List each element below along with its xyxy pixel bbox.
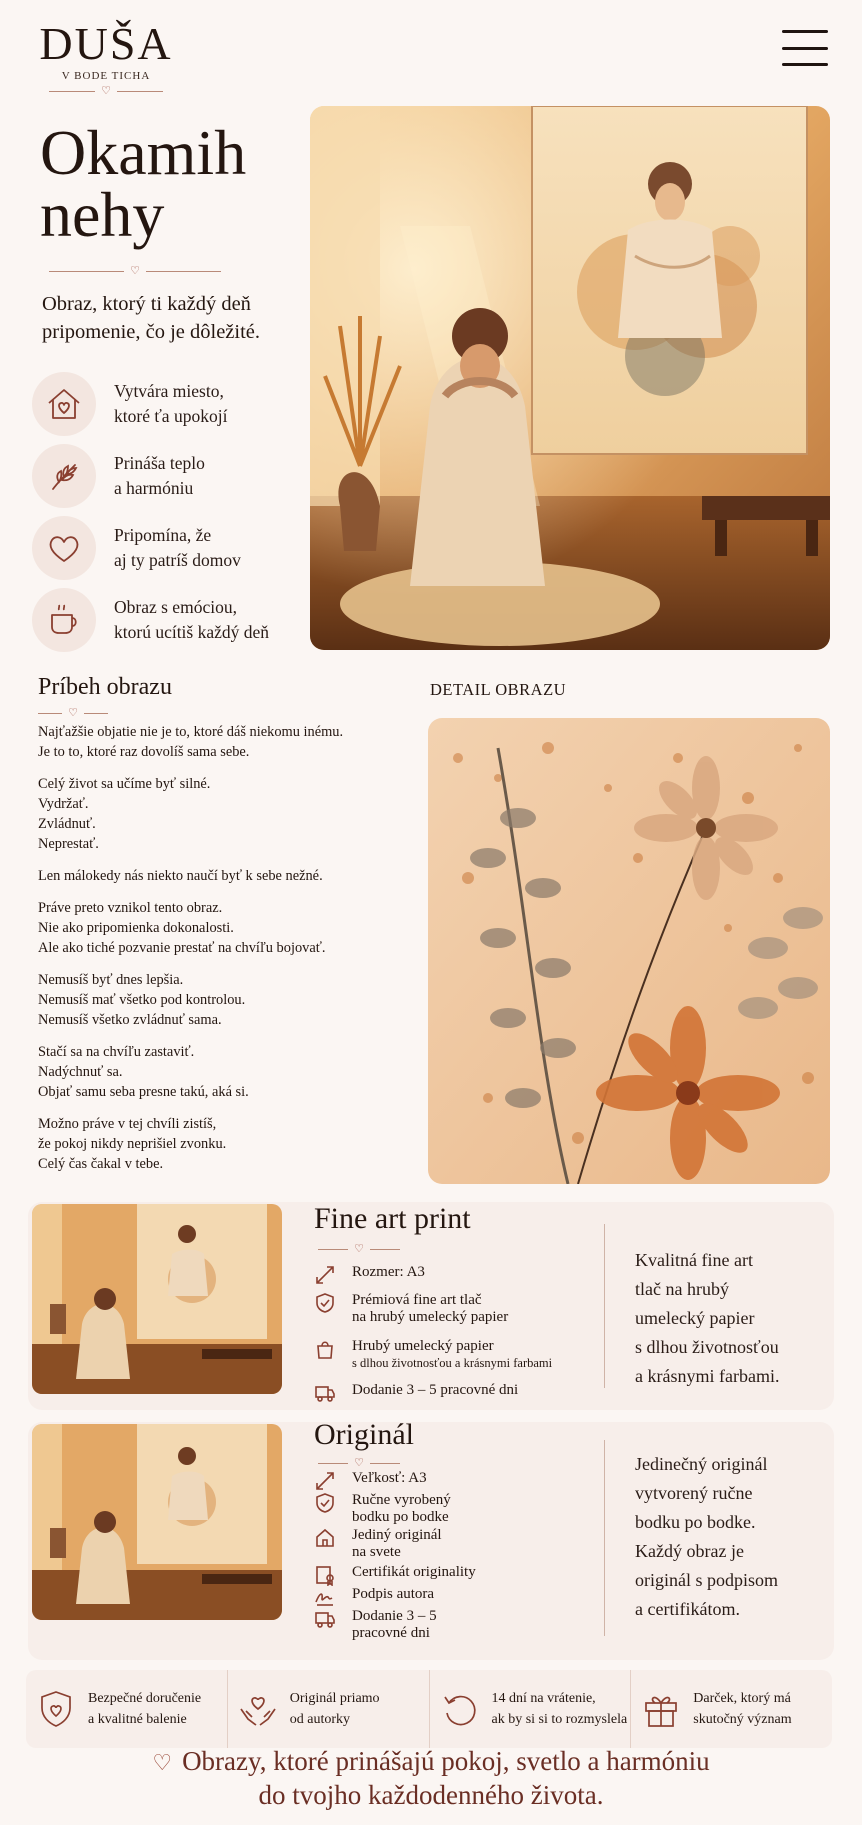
gift-icon [641, 1689, 681, 1729]
feature-item [32, 440, 312, 512]
heart-icon: ♡ [101, 85, 111, 97]
feature-list [32, 368, 312, 656]
shield-check-icon [314, 1492, 336, 1514]
product-ornament [314, 1458, 404, 1469]
spec-small: s dlhou životnosťou a krásnymi farbami [352, 1356, 553, 1370]
menu-bar [782, 63, 828, 66]
product-card-fine-art-print[interactable] [28, 1202, 834, 1410]
resize-icon [314, 1470, 336, 1492]
feature-text: Pripomína, že aj ty patríš domov [114, 525, 241, 570]
hero-subtitle: Obraz, ktorý ti každý deň pripomenie, čo je dôležité. [42, 293, 261, 343]
heart-icon: ♡ [130, 265, 140, 277]
spec-row [314, 1586, 604, 1608]
story-paragraph: Len málokedy nás niekto naučí byť k sebe nežné. [38, 868, 323, 884]
truck-icon [314, 1608, 336, 1630]
spec-text: Prémiová fine art tlač na hrubý umelecký papier [352, 1292, 509, 1325]
product-image [32, 1424, 282, 1620]
spec-row [314, 1292, 604, 1338]
truck-icon [314, 1382, 336, 1404]
product-title: Originál [314, 1418, 414, 1451]
hero-title: Okamih nehy [40, 117, 247, 250]
feature-text: Prináša teplo a harmóniu [114, 453, 205, 498]
heart-icon: ♡ [354, 1243, 364, 1255]
story-paragraph: Celý život sa učíme byť silné. Vydržať. Zvládnuť. Neprestať. [38, 776, 211, 852]
title-ornament [40, 266, 230, 277]
heart-icon: ♡ [354, 1457, 364, 1469]
divider [604, 1224, 605, 1388]
signature-icon [314, 1586, 336, 1608]
hands-heart-icon [238, 1689, 278, 1729]
footer-tagline [0, 1744, 862, 1812]
cup-icon [32, 588, 96, 652]
menu-bar [782, 30, 828, 33]
feature-item [32, 512, 312, 584]
benefit-item [228, 1670, 430, 1748]
benefits-bar [26, 1670, 832, 1748]
spec-text: Podpis autora [352, 1586, 435, 1602]
spec-row [314, 1492, 604, 1527]
product-specs [314, 1470, 604, 1644]
leaf-icon [32, 444, 96, 508]
product-title: Fine art print [314, 1202, 471, 1235]
story-text [38, 722, 408, 1186]
spec-row [314, 1608, 604, 1644]
product-specs [314, 1264, 604, 1408]
spec-row [314, 1338, 604, 1382]
spec-text: Dodanie 3 – 5 pracovné dni [352, 1382, 519, 1398]
product-image [32, 1204, 282, 1394]
detail-title: DETAIL OBRAZU [430, 680, 567, 699]
story-title: Príbeh obrazu [38, 674, 172, 700]
painting-detail-image [428, 718, 830, 1184]
heart-icon: ♡ [152, 1750, 173, 1775]
logo-ornament [36, 86, 176, 97]
shield-check-icon [314, 1292, 336, 1314]
resize-icon [314, 1264, 336, 1286]
divider [604, 1440, 605, 1636]
story-paragraph: Najťažšie objatie nie je to, ktoré dáš niekomu inému. Je to to, ktoré raz dovolíš sama sebe. [38, 724, 344, 760]
spec-row [314, 1527, 604, 1564]
spec-row [314, 1564, 604, 1586]
product-ornament [314, 1244, 404, 1255]
spec-text [352, 1338, 552, 1372]
menu-button[interactable] [782, 30, 828, 66]
spec-text: Veľkosť: A3 [352, 1470, 427, 1486]
product-description: Kvalitná fine art tlač na hrubý umelecký papier s dlhou životnosťou a krásnymi farbami. [635, 1250, 780, 1386]
return-icon [440, 1689, 480, 1729]
spec-text: Certifikát originality [352, 1564, 476, 1580]
feature-item [32, 368, 312, 440]
shield-heart-icon [36, 1689, 76, 1729]
house-heart-icon [32, 372, 96, 436]
spec-main: Hrubý umelecký papier [352, 1338, 494, 1354]
spec-row [314, 1264, 604, 1292]
footer-text: Obrazy, ktoré prinášajú pokoj, svetlo a harmóniu do tvojho každodenného života. [182, 1746, 710, 1810]
spec-row [314, 1382, 604, 1408]
benefit-text: Bezpečné doručenie a kvalitné balenie [88, 1691, 202, 1727]
brand-tagline: V BODE TICHA [61, 70, 151, 82]
story-paragraph: Stačí sa na chvíľu zastaviť. Nadýchnuť sa. Objať samu seba presne takú, aká si. [38, 1044, 249, 1100]
feature-text: Vytvára miesto, ktoré ťa upokojí [114, 381, 228, 426]
story-paragraph: Práve preto vznikol tento obraz. Nie ako pripomienka dokonalosti. Ale ako tiché pozvanie prestať na chvíľu bojovať. [38, 900, 326, 956]
product-description: Jedinečný originál vytvorený ručne bodku po bodke. Každý obraz je originál s podpisom a certifikátom. [635, 1454, 778, 1619]
brand-logo[interactable] [36, 18, 176, 97]
heart-icon [32, 516, 96, 580]
spec-text: Ručne vyrobený bodku po bodke [352, 1492, 451, 1525]
benefit-text: Darček, ktorý má skutočný význam [693, 1691, 792, 1727]
spec-text: Rozmer: A3 [352, 1264, 425, 1280]
painting-room-image [310, 106, 830, 650]
benefit-item [26, 1670, 228, 1748]
story-paragraph: Možno práve v tej chvíli zistíš, že pokoj nikdy neprišiel zvonku. Celý čas čakal v tebe. [38, 1116, 227, 1172]
benefit-text: Originál priamo od autorky [289, 1691, 380, 1727]
product-card-original[interactable] [28, 1418, 834, 1660]
feature-item [32, 584, 312, 656]
benefit-text: 14 dní na vrátenie, ak by si si to rozmyslela [491, 1691, 628, 1727]
brand-name: DUŠA [39, 18, 173, 69]
certificate-icon [314, 1564, 336, 1586]
benefit-item [430, 1670, 632, 1748]
benefit-item [631, 1670, 832, 1748]
paper-bag-icon [314, 1338, 336, 1360]
heart-icon: ♡ [68, 707, 78, 719]
spec-text: Jediný originál na svete [352, 1527, 442, 1560]
feature-text: Obraz s emóciou, ktorú ucítiš každý deň [114, 597, 270, 642]
spec-text: Dodanie 3 – 5 pracovné dni [352, 1608, 437, 1641]
story-ornament [36, 708, 110, 719]
home-icon [314, 1527, 336, 1549]
story-paragraph: Nemusíš byť dnes lepšia. Nemusíš mať všetko pod kontrolou. Nemusíš všetko zvládnuť sama. [38, 972, 246, 1028]
spec-row [314, 1470, 604, 1492]
menu-bar [782, 47, 828, 50]
